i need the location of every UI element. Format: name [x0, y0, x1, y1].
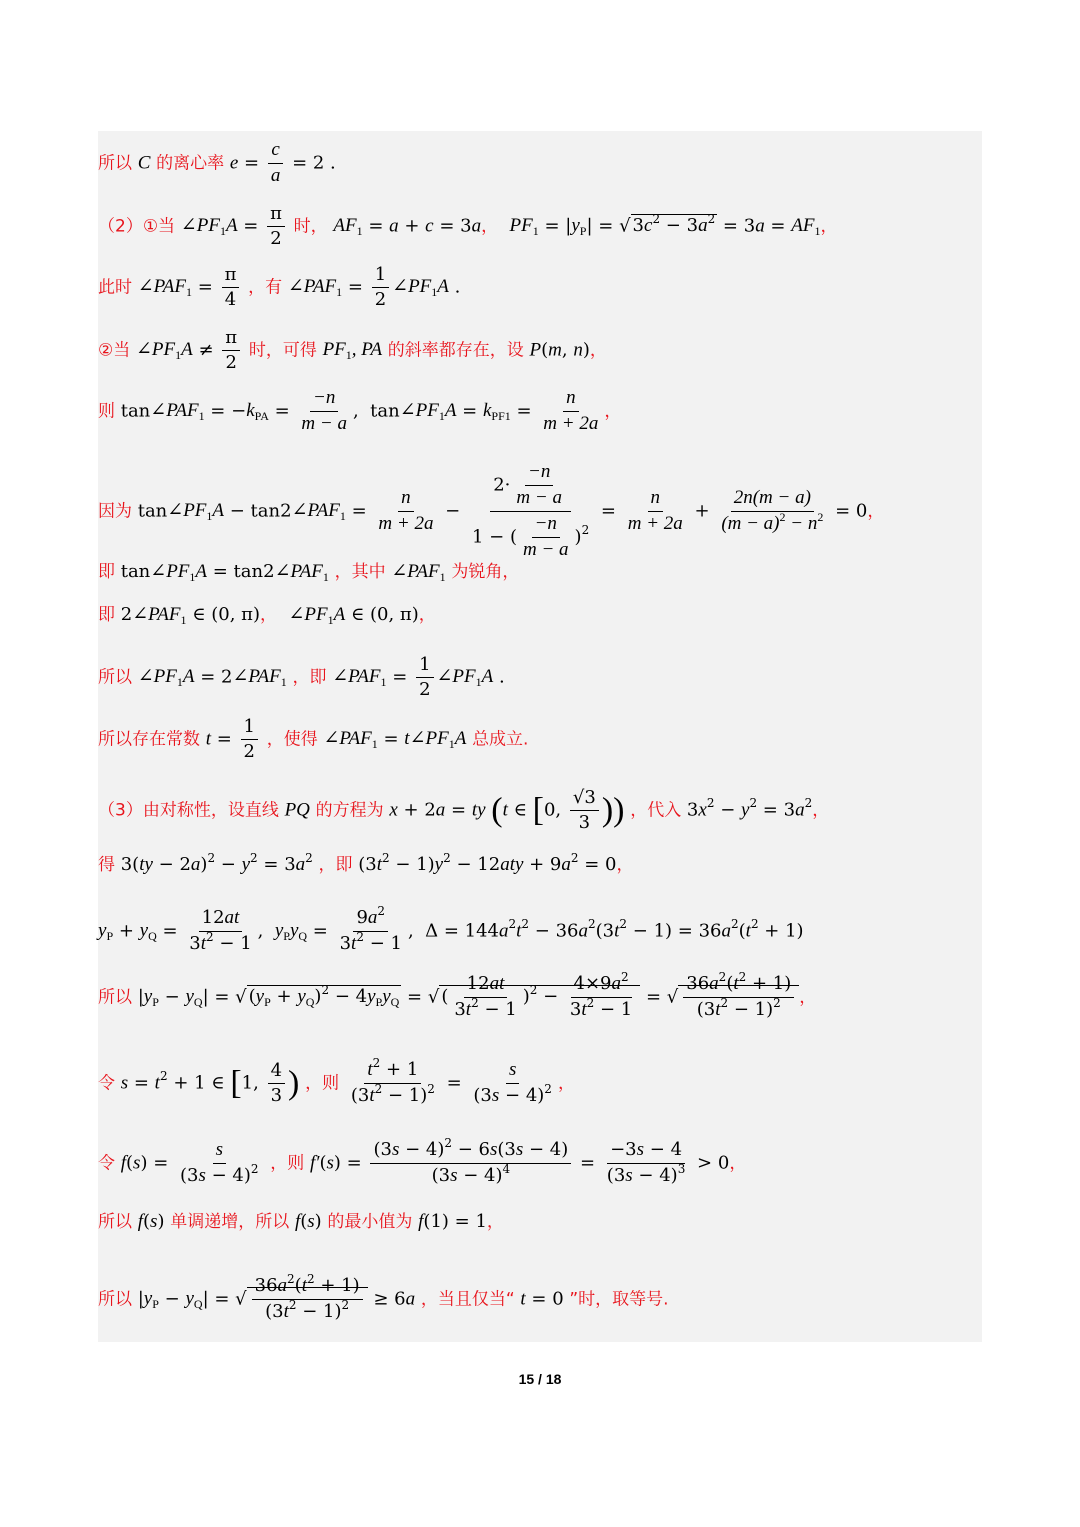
line-part2-case1: （2）①当 $\angle PF_1A$ = $\frac{\pi}{2}$ 时， $AF_1 = a + c = 3a$， $PF_1 = |y_P|$ = √ $3c^2 - 3a^2 = 3a = AF_1$，	[98, 203, 838, 249]
line-angle-half: 此时 $\angle PAF_1$ = $\frac{\pi}{4}$ ，有 $\angle PAF_1$ = $\frac{1}{2}$ $\angle PF_1A$ .	[98, 264, 461, 310]
line-vieta: $y_P + y_Q$ = $\frac{12at}{3t^2 - 1}$ , $y_Py_Q$ = $\frac{9a^2}{3t^2 - 1}$ , $\Delta = 144a^2t^2 - 36a^2(3t^2 - 1) = 36a^2(t^2 + 1)$	[98, 904, 804, 954]
line-tan-slopes: 则 $\tan\angle PAF_1 = -k_{PA}$ = $\frac{-n}{m - a}$ , $\tan\angle PF_1A = k_{PF1}$ = $\frac{n}{m + 2a}$ ，	[98, 387, 622, 434]
line-double-angle: 所以 $\angle PF_1A$ = $2\angle PAF_1$ ，即 $\angle PAF_1$ = $\frac{1}{2}$ $\angle PF_1A$ .	[98, 654, 505, 700]
line-tan-difference: 因为 $\tan\angle PF_1A$ − $\tan 2\angle PAF_1$ = $\frac{n}{m + 2a}$ − 2· $\frac{-n}{m - a}$ 1 − ( $\frac{-n}{m - a}$ )$^2$ = $\frac{n}{m + 2a}$ + $\frac{2n(m - a)}{(m - a)^2 - n^2}$ = 0，	[98, 461, 885, 560]
line-substitution-s: 令 $s = t^2 + 1$ ∈ [1, $\frac{4}{3}$ ) ，则 $\frac{t^2 + 1}{(3t^2 - 1)^2}$ = $\frac{s}{(3s - 4)^2}$ ，	[98, 1056, 575, 1106]
line-monotonic: 所以 f(s) 单调递增，所以 f(s) 的最小值为 f(1) = 1，	[98, 1211, 504, 1232]
line-eccentricity: 所以 C 的离心率 e = $\frac{c}{a}$ = 2 .	[98, 139, 336, 186]
line-difference: 所以 $|y_P - y_Q|$ = √ $(y_P + y_Q)^2 - 4y_Py_Q$ = √ ( $\frac{12at}{3t^2 - 1}$ )$^2$ − $\frac{4\times 9a^2}{3t^2 - 1}$ = √ $\frac{36a^2(t^2 + 1)}{(3t^2 - 1)^2}$ ，	[98, 970, 817, 1020]
line-part3-setup: （3）由对称性，设直线 PQ 的方程为 x + 2a = ty (t ∈ [0, $\frac{√3}{3}$ )) ，代入 $3x^2 - y^2 = 3a^2$，	[98, 787, 830, 833]
line-constant-t: 所以存在常数 t = $\frac{1}{2}$ ，使得 $\angle PAF_1$ = $t\angle PF_1A$ 总成立.	[98, 716, 529, 762]
line-part2-case2: ②当 $\angle PF_1A$ ≠ $\frac{\pi}{2}$ 时，可得 $PF_1$, PA 的斜率都存在，设 P(m, n)，	[98, 327, 607, 373]
line-equal-tan: 即 $\tan\angle PF_1A$ = $\tan 2\angle PAF_1$ ，其中 $\angle PAF_1$ 为锐角，	[98, 561, 520, 584]
line-function-f: 令 f(s) = $\frac{s}{(3s - 4)^2}$ ，则 f′(s) = $\frac{(3s - 4)^2 - 6s(3s - 4)}{(3s - 4)^4}$ = $\frac{-3s - 4}{(3s - 4)^3}$ > 0，	[98, 1136, 747, 1186]
page-number: 15 / 18	[518, 1371, 562, 1387]
line-conclusion: 所以 $|y_P - y_Q|$ = √ $\frac{36a^2(t^2 + 1)}{(3t^2 - 1)^2}$ ≥ 6a ，当且仅当“ t = 0 ”时，取等号.	[98, 1272, 669, 1322]
line-quadratic: 得 $3(ty - 2a)^2 - y^2 = 3a^2$ ，即 $(3t^2 - 1)y^2 - 12aty + 9a^2 = 0$，	[98, 851, 634, 875]
line-angle-range: 即 $2\angle PAF_1$ ∈ (0, π)， $\angle PF_1A$ ∈ (0, π)，	[98, 604, 436, 627]
